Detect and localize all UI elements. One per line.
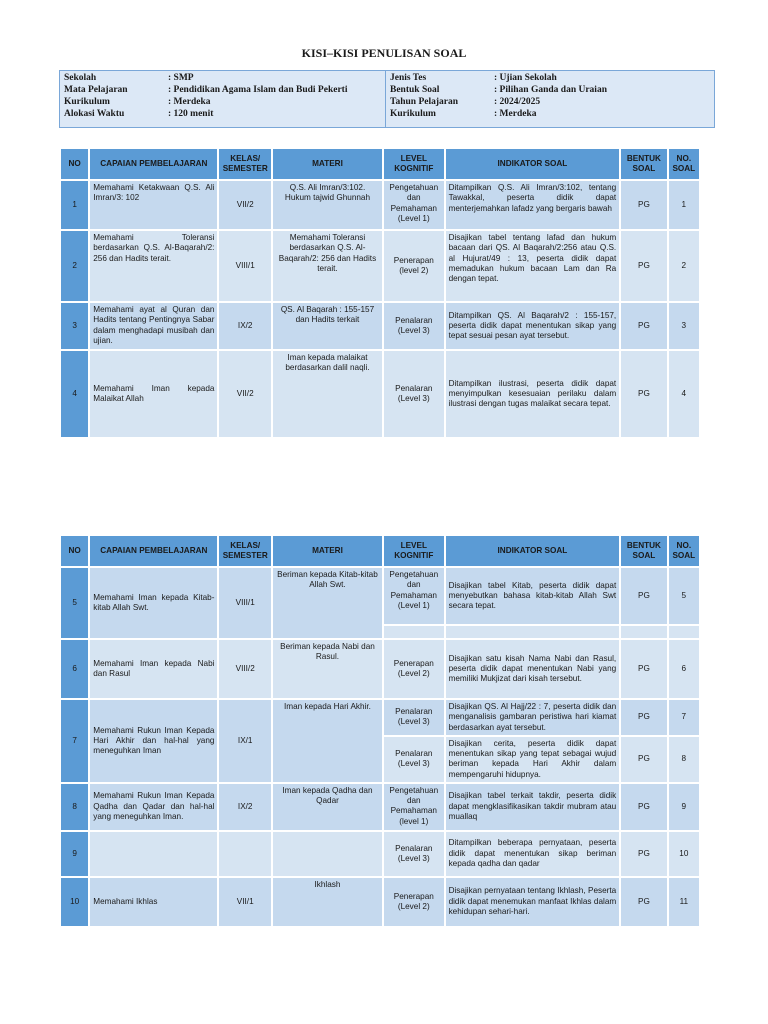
row-bentuk: PG (621, 181, 666, 229)
row-materi: Iman kepada malaikat berdasarkan dalil naqli. (273, 351, 382, 437)
info-value: : 2024/2025 (494, 97, 541, 107)
row-level: Penalaran (Level 3) (384, 700, 444, 735)
info-value: : SMP (168, 73, 194, 83)
row-no: 10 (61, 878, 88, 926)
row-no: 8 (61, 784, 88, 830)
row-kelas: VIII/1 (219, 231, 270, 301)
kisi-table-1 (59, 147, 701, 439)
row-level: Penerapan (level 2) (384, 231, 444, 301)
page-title: KISI–KISI PENULISAN SOAL (301, 46, 467, 60)
row-bentuk: PG (621, 351, 666, 437)
info-label: Kurikulum (64, 97, 110, 107)
header-no: NO (61, 149, 88, 179)
row-bentuk: PG (621, 231, 666, 301)
row-bentuk: PG (621, 878, 666, 926)
row-level: Pengetahuan dan Pemahaman (Level 1) (384, 568, 444, 624)
header-cp: CAPAIAN PEMBELAJARAN (90, 536, 217, 566)
header-bentuk: BENTUK SOAL (621, 536, 666, 566)
row-indikator: Disajikan pernyataan tentang Ikhlash, Peserta didik dapat menemukan manfaat Ikhlas dalam kehidupan sehari-hari. (446, 878, 620, 926)
empty-cell (219, 832, 270, 876)
row-level: Pengetahuan dan Pemahaman (level 1) (384, 784, 444, 830)
row-level: Pengetahuan dan Pemahaman (Level 1) (384, 181, 444, 229)
kisi-table-2 (59, 534, 701, 928)
header-no: NO (61, 536, 88, 566)
row-indikator: Disajikan cerita, peserta didik dapat menentukan sikap yang tepat sebagai wujud beriman kepada Hari Akhir dalam mempengaruhi hidupnya. (446, 737, 620, 782)
row-nosoal: 10 (669, 832, 699, 876)
row-nosoal: 6 (669, 640, 699, 698)
header-kelas: KELAS/ SEMESTER (219, 149, 270, 179)
info-value: : 120 menit (168, 109, 214, 119)
row-bentuk: PG (621, 700, 666, 735)
row-nosoal: 8 (669, 737, 699, 782)
row-level: Penerapan (Level 2) (384, 640, 444, 698)
header-indikator: INDIKATOR SOAL (446, 149, 620, 179)
header-cp: CAPAIAN PEMBELAJARAN (90, 149, 217, 179)
row-kelas: VII/1 (219, 878, 270, 926)
info-label: Jenis Tes (390, 73, 427, 83)
row-cp: Memahami Iman kepada Nabi dan Rasul (90, 640, 217, 698)
info-label: Mata Pelajaran (64, 85, 128, 95)
empty-cell (273, 832, 382, 876)
row-indikator: Ditampilkan QS. Al Baqarah/2 : 155-157, peserta didik dapat menentukan sikap yang tepat sesuai pesan ayat tersebut. (446, 303, 620, 349)
row-kelas: VII/2 (219, 181, 270, 229)
row-no: 3 (61, 303, 88, 349)
info-value: : Pendidikan Agama Islam dan Budi Pekerti (168, 85, 348, 95)
header-indikator: INDIKATOR SOAL (446, 536, 620, 566)
row-bentuk: PG (621, 737, 666, 782)
row-kelas: VIII/2 (219, 640, 270, 698)
row-bentuk: PG (621, 568, 666, 624)
table-row (61, 181, 699, 229)
row-cp: Memahami Iman kepada Malaikat Allah (90, 351, 217, 437)
row-cp: Memahami Ketakwaan Q.S. Ali Imran/3: 102 (90, 181, 217, 229)
row-kelas: IX/1 (219, 700, 270, 782)
table-row (61, 231, 699, 301)
row-indikator: Ditampilkan ilustrasi, peserta didik dapat menyimpulkan kesesuaian perilaku dalam ilustrasi dengan tugas malaikat secara tepat. (446, 351, 620, 437)
info-value: : Merdeka (168, 97, 211, 107)
header-nosoal: NO. SOAL (669, 536, 699, 566)
info-divider (385, 71, 386, 127)
table-header-row (61, 149, 699, 179)
header-level: LEVEL KOGNITIF (384, 536, 444, 566)
header-level: LEVEL KOGNITIF (384, 149, 444, 179)
row-materi: Iman kepada Hari Akhir. (273, 700, 382, 782)
info-value: : Merdeka (494, 109, 537, 119)
row-no: 4 (61, 351, 88, 437)
table-row (61, 832, 699, 876)
row-cp: Memahami Ikhlas (90, 878, 217, 926)
row-cp: Memahami Iman kepada Kitab-kitab Allah Swt. (90, 568, 217, 638)
row-no: 2 (61, 231, 88, 301)
info-label: Alokasi Waktu (64, 109, 125, 119)
row-nosoal: 4 (669, 351, 699, 437)
info-label: Kurikulum (390, 109, 436, 119)
table-row (61, 640, 699, 698)
row-indikator: Disajikan tabel tentang lafad dan hukum bacaan dari QS. Al Baqarah/2:256 atau Q.S. al Hujurat/49 : 13, peserta didik dapat memadukan hukum bacaan Lam dan Ra dengan tepat. (446, 231, 620, 301)
row-level: Penalaran (Level 3) (384, 737, 444, 782)
row-no: 5 (61, 568, 88, 638)
info-value: : Ujian Sekolah (494, 73, 557, 83)
empty-cell (90, 832, 217, 876)
empty-cell (621, 626, 666, 638)
table-row (61, 784, 699, 830)
row-nosoal: 2 (669, 231, 699, 301)
row-cp: Memahami Toleransi berdasarkan Q.S. Al-Baqarah/2: 256 dan Hadits terait. (90, 231, 217, 301)
row-level: Penalaran (Level 3) (384, 303, 444, 349)
row-indikator: Disajikan tabel Kitab, peserta didik dapat menyebutkan bahasa kitab-kitab Allah Swt secara tepat. (446, 568, 620, 624)
row-no: 6 (61, 640, 88, 698)
info-label: Tahun Pelajaran (390, 97, 459, 107)
row-kelas: IX/2 (219, 303, 270, 349)
info-box (59, 70, 715, 128)
row-no: 1 (61, 181, 88, 229)
row-indikator: Disajikan satu kisah Nama Nabi dan Rasul, peserta didik dapat menentukan Nabi yang memiliki Mukjizat dari kisah tersebut. (446, 640, 620, 698)
row-kelas: IX/2 (219, 784, 270, 830)
header-materi: MATERI (273, 536, 382, 566)
row-nosoal: 11 (669, 878, 699, 926)
row-materi: Beriman kepada Nabi dan Rasul. (273, 640, 382, 698)
table-row (61, 568, 699, 624)
row-kelas: VIII/1 (219, 568, 270, 638)
row-kelas: VII/2 (219, 351, 270, 437)
empty-cell (669, 626, 699, 638)
table-row (61, 351, 699, 437)
row-bentuk: PG (621, 832, 666, 876)
row-level: Penalaran (Level 3) (384, 351, 444, 437)
row-materi: Memahami Toleransi berdasarkan Q.S. Al-Baqarah/2: 256 dan Hadits terait. (273, 231, 382, 301)
row-nosoal: 9 (669, 784, 699, 830)
row-materi: Beriman kepada Kitab-kitab Allah Swt. (273, 568, 382, 638)
row-nosoal: 7 (669, 700, 699, 735)
table-row (61, 878, 699, 926)
table-row (61, 700, 699, 735)
row-level: Penalaran (Level 3) (384, 832, 444, 876)
row-indikator: Ditampilkan Q.S. Ali Imran/3:102, tentang Tawakkal, peserta didik dapat menterjemahkan lafadz yang bergaris bawah (446, 181, 620, 229)
row-indikator: Ditampilkan beberapa pernyataan, peserta didik dapat menentukan sikap beriman kepada qadha dan qadar (446, 832, 620, 876)
info-value: : Pilihan Ganda dan Uraian (494, 85, 607, 95)
row-nosoal: 3 (669, 303, 699, 349)
header-materi: MATERI (273, 149, 382, 179)
row-nosoal: 5 (669, 568, 699, 624)
row-materi: Ikhlash (273, 878, 382, 926)
empty-cell (446, 626, 620, 638)
row-materi: QS. Al Baqarah : 155-157 dan Hadits terkait (273, 303, 382, 349)
row-level: Penerapan (Level 2) (384, 878, 444, 926)
empty-cell (384, 626, 444, 638)
row-no: 9 (61, 832, 88, 876)
row-indikator: Disajikan QS. Al Hajj/22 : 7, peserta didik dan menganalisis gambaran peristiwa hari kiamat berdasarkan ayat tersebut. (446, 700, 620, 735)
row-cp: Memahami ayat al Quran dan Hadits tentang Pentingnya Sabar dalam menghadapi musibah dan ujian. (90, 303, 217, 349)
header-bentuk: BENTUK SOAL (621, 149, 666, 179)
row-cp: Memahami Rukun Iman Kepada Qadha dan Qadar dan hal-hal yang meneguhkan Iman. (90, 784, 217, 830)
row-indikator: Disajikan tabel terkait takdir, peserta didik dapat mengklasifikasikan takdir mubram atau muallaq (446, 784, 620, 830)
header-nosoal: NO. SOAL (669, 149, 699, 179)
info-label: Sekolah (64, 73, 97, 83)
row-no: 7 (61, 700, 88, 782)
row-cp: Memahami Rukun Iman Kepada Hari Akhir dan hal-hal yang meneguhkan Iman (90, 700, 217, 782)
table-header-row (61, 536, 699, 566)
row-bentuk: PG (621, 640, 666, 698)
table-row (61, 303, 699, 349)
row-bentuk: PG (621, 784, 666, 830)
row-materi: Q.S. Ali Imran/3:102. Hukum tajwid Ghunnah (273, 181, 382, 229)
row-bentuk: PG (621, 303, 666, 349)
row-nosoal: 1 (669, 181, 699, 229)
row-materi: Iman kepada Qadha dan Qadar (273, 784, 382, 830)
info-label: Bentuk Soal (390, 85, 440, 95)
header-kelas: KELAS/ SEMESTER (219, 536, 270, 566)
